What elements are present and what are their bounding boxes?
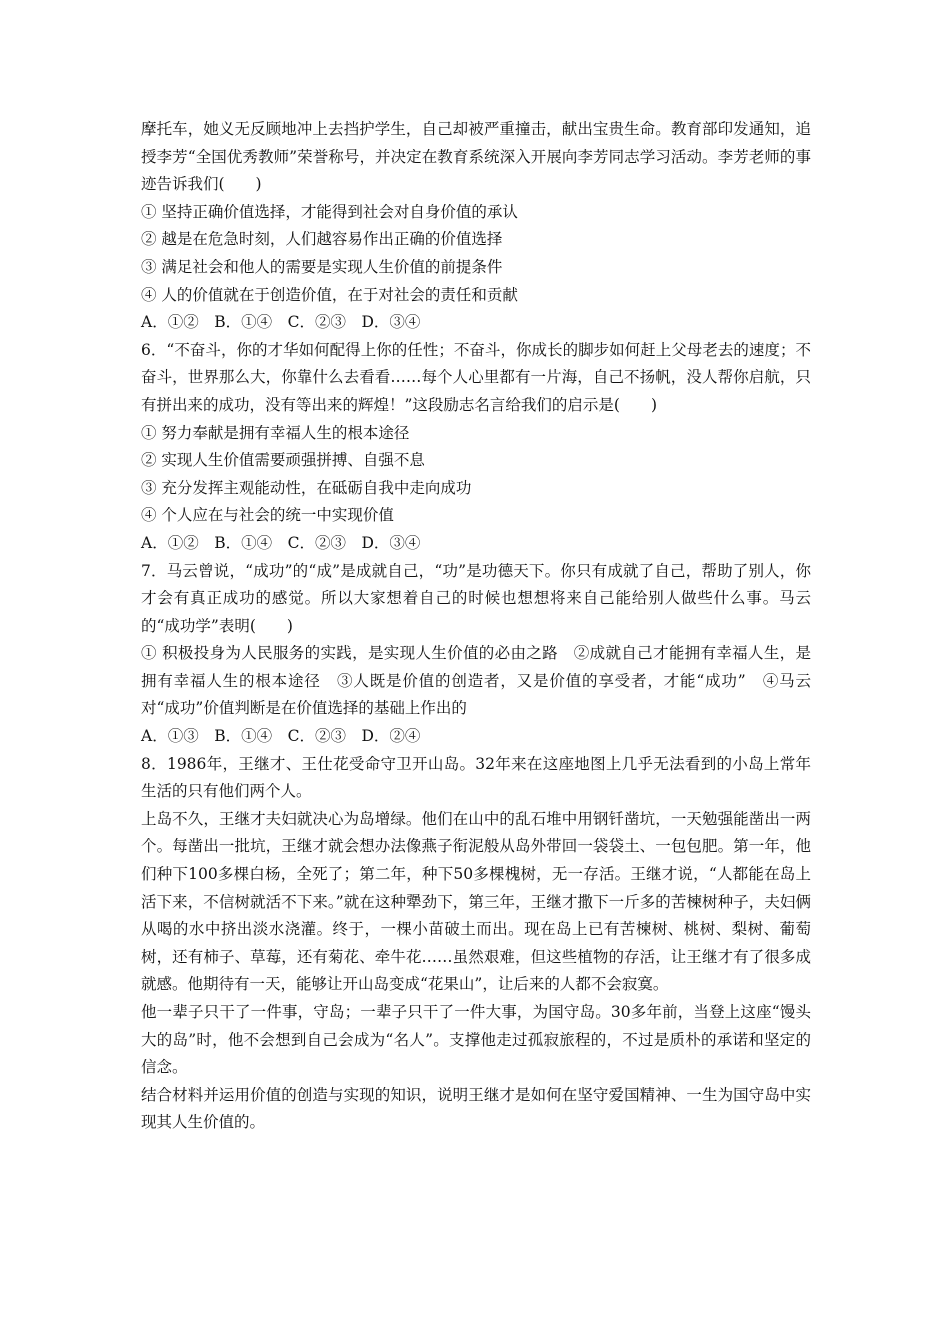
question-6-item-2: ② 实现人生价值需要顽强拼搏、自强不息 [141, 451, 425, 470]
question-8-paragraph-2: 他一辈子只干了一件事，守岛；一辈子只干了一件大事，为国守岛。30多年前，当登上这座“馒头大的岛”时，他不会想到自己会成为“名人”。支撑他走过孤寂旅程的，不过是质朴的承诺和坚定的信念。 [141, 1003, 811, 1077]
question-5-item-3: ③ 满足社会和他人的需要是实现人生价值的前提条件 [141, 257, 503, 276]
question-7-stem: 7．马云曾说，“成功”的“成”是成就自己，“功”是功德天下。你只有成就了自己，帮助了别人，你才会有真正成功的感觉。所以大家想着自己的时候也想想将来自己能给别人做些什么事。马云的“成功学”表明( ) [141, 561, 811, 635]
question-6-options: A．①② B．①④ C．②③ D．③④ [141, 533, 421, 552]
question-8-intro: 8．1986年，王继才、王仕花受命守卫开山岛。32年来在这座地图上几乎无法看到的小岛上常年生活的只有他们两个人。 [141, 754, 811, 801]
question-6-item-3: ③ 充分发挥主观能动性，在砥砺自我中走向成功 [141, 478, 472, 497]
question-5-item-4: ④ 人的价值就在于创造价值，在于对社会的责任和贡献 [141, 285, 518, 304]
question-7-items: ① 积极投身为人民服务的实践，是实现人生价值的必由之路 ②成就自己才能拥有幸福人生，是拥有幸福人生的根本途径 ③人既是价值的创造者，又是价值的享受者，才能“成功” ④马云对“成功”价值判断是在价值选择的基础上作出的 [141, 644, 811, 718]
question-5-item-1: ① 坚持正确价值选择，才能得到社会对自身价值的承认 [141, 202, 518, 221]
question-6-stem: 6．“不奋斗，你的才华如何配得上你的任性；不奋斗，你成长的脚步如何赶上父母老去的速度；不奋斗，世界那么大，你靠什么去看看……每个人心里都有一片海，自己不扬帆，没人帮你启航，只有拼出来的成功，没有等出来的辉煌！”这段励志名言给我们的启示是( ) [141, 340, 811, 414]
question-5-options: A．①② B．①④ C．②③ D．③④ [141, 313, 421, 332]
question-8-prompt: 结合材料并运用价值的创造与实现的知识，说明王继才是如何在坚守爱国精神、一生为国守岛中实现其人生价值的。 [141, 1085, 811, 1132]
question-7-options: A．①③ B．①④ C．②③ D．②④ [141, 727, 421, 746]
question-8-paragraph-1: 上岛不久，王继才夫妇就决心为岛增绿。他们在山中的乱石堆中用钢钎凿坑，一天勉强能凿出一两个。每凿出一批坑，王继才就会想办法像燕子衔泥般从岛外带回一袋袋土、一包包肥。第一年，他们种下100多棵白杨，全死了；第二年，种下50多棵槐树，无一存活。王继才说，“人都能在岛上活下来，不信树就活不下来。”就在这种犟劲下，第三年，王继才撒下一斤多的苦楝树种子，夫妇俩从喝的水中挤出淡水浇灌。终于，一棵小苗破土而出。现在岛上已有苦楝树、桃树、梨树、葡萄树，还有柿子、草莓，还有菊花、牵牛花……虽然艰难，但这些植物的存活，让王继才有了很多成就感。他期待有一天，能够让开山岛变成“花果山”，让后来的人都不会寂寞。 [141, 809, 811, 994]
document-body [141, 116, 811, 1137]
question-5-item-2: ② 越是在危急时刻，人们越容易作出正确的价值选择 [141, 230, 503, 249]
question-6-item-1: ① 努力奉献是拥有幸福人生的根本途径 [141, 423, 410, 442]
question-6-item-4: ④ 个人应在与社会的统一中实现价值 [141, 506, 394, 525]
question-5-stem: 摩托车，她义无反顾地冲上去挡护学生，自己却被严重撞击，献出宝贵生命。教育部印发通知，追授李芳“全国优秀教师”荣誉称号，并决定在教育系统深入开展向李芳同志学习活动。李芳老师的事迹告诉我们( ) [141, 120, 811, 194]
